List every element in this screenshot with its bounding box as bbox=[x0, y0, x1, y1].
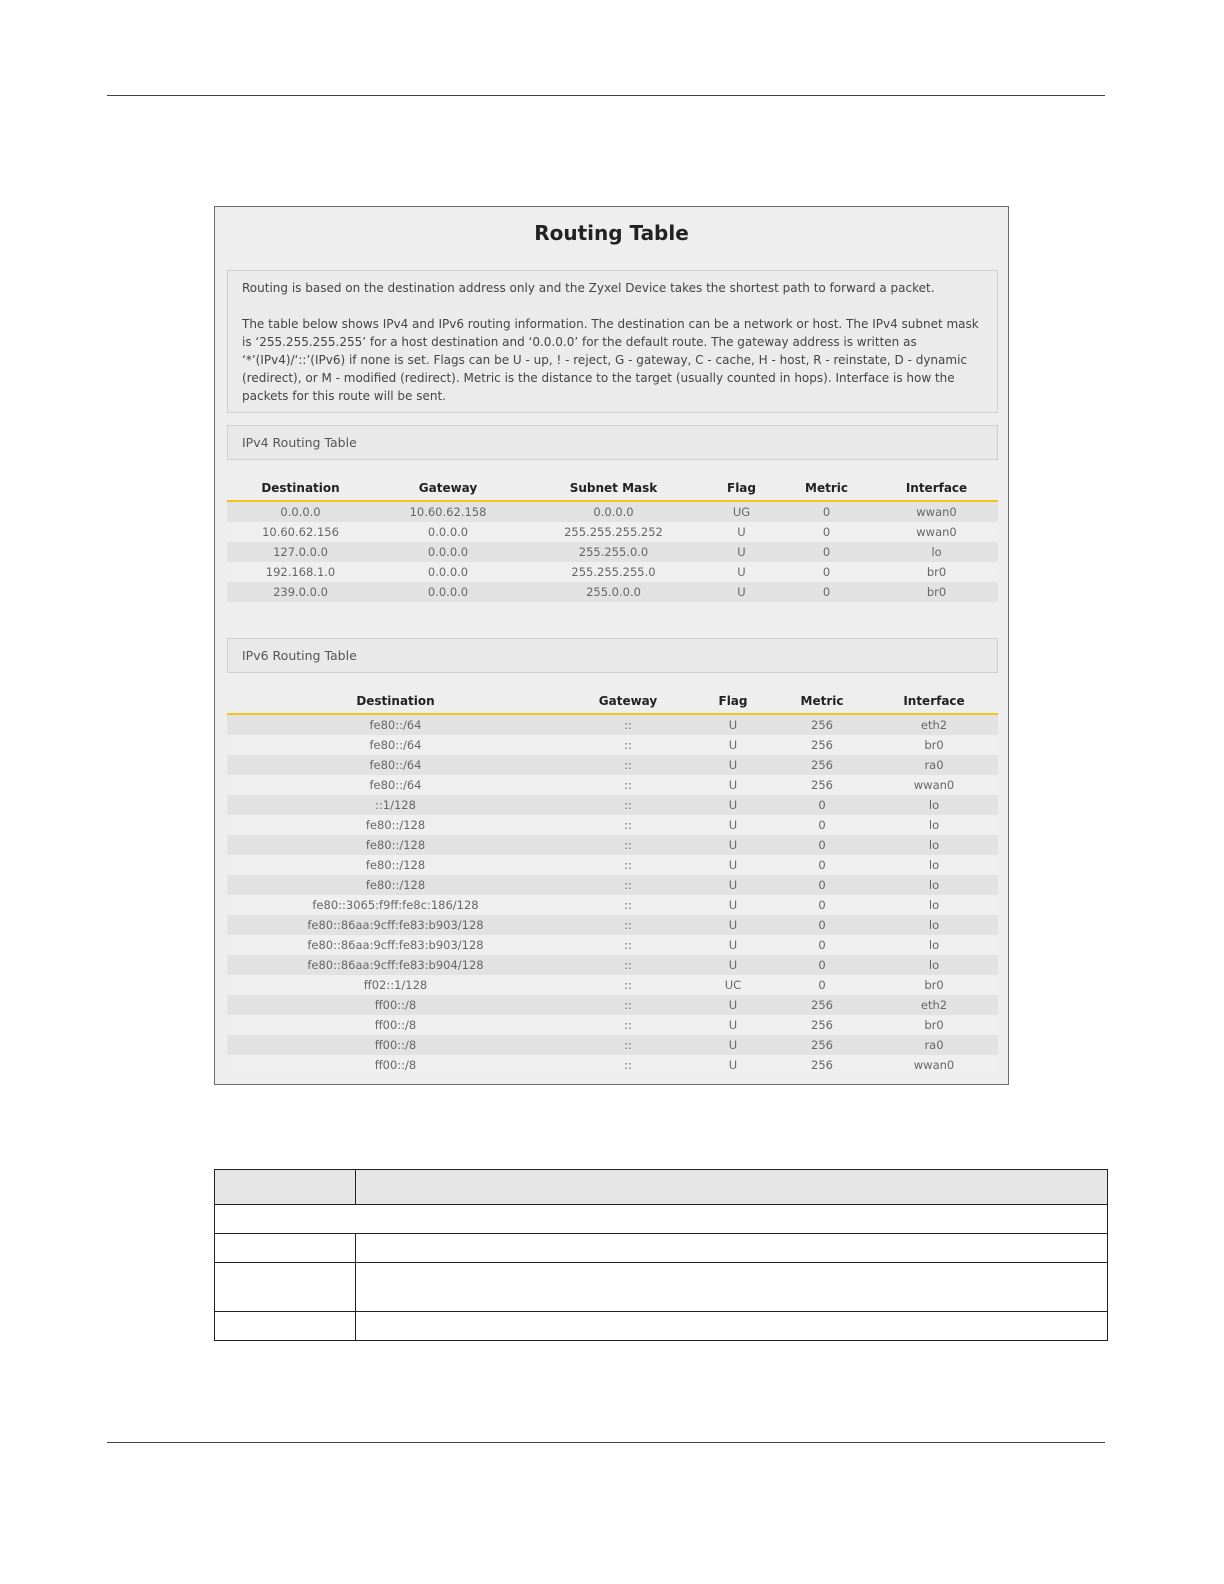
table-row bbox=[227, 815, 998, 835]
cell-flag: U bbox=[692, 895, 774, 915]
cell-interface: lo bbox=[870, 815, 998, 835]
cell-metric: 256 bbox=[774, 755, 870, 775]
cell-metric: 0 bbox=[774, 935, 870, 955]
cell-gateway: 0.0.0.0 bbox=[374, 582, 522, 602]
desc-text-cell bbox=[356, 1312, 1108, 1341]
cell-destination: fe80::3065:f9ff:fe8c:186/128 bbox=[227, 895, 564, 915]
cell-flag: U bbox=[692, 1015, 774, 1035]
table-row bbox=[227, 955, 998, 975]
cell-destination: ff00::/8 bbox=[227, 1035, 564, 1055]
ipv4-routing-table bbox=[227, 475, 998, 602]
description-line-2: The table below shows IPv4 and IPv6 routing information. The destination can be a network or host. The IPv4 subnet mask is ‘255.255.255.255’ for a host destination and ‘0.0.0.0’ for the default route. The gateway address is written as ‘*’(IPv4)/‘::’(IPv6) if none is set. Flags can be U - up, ! - reject, G - gateway, C - cache, H - host, R - reinstate, D - dynamic (redirect), or M - modified (redirect). Metric is the distance to the target (usually counted in hops). Interface is how the packets for this route will be sent. bbox=[242, 317, 979, 403]
cell-interface: ra0 bbox=[870, 1035, 998, 1055]
cell-gateway: :: bbox=[564, 935, 692, 955]
cell-destination: fe80::/128 bbox=[227, 835, 564, 855]
cell-interface: wwan0 bbox=[875, 522, 998, 542]
cell-flag: U bbox=[692, 795, 774, 815]
desc-header-label-cell bbox=[215, 1170, 356, 1205]
table-row bbox=[227, 542, 998, 562]
cell-flag: U bbox=[692, 755, 774, 775]
col-header-gateway: Gateway bbox=[564, 688, 692, 714]
cell-interface: br0 bbox=[870, 1015, 998, 1035]
cell-metric: 0 bbox=[778, 542, 875, 562]
col-header-gateway: Gateway bbox=[374, 475, 522, 501]
cell-destination: fe80::86aa:9cff:fe83:b904/128 bbox=[227, 955, 564, 975]
cell-gateway: :: bbox=[564, 835, 692, 855]
cell-metric: 256 bbox=[774, 1015, 870, 1035]
table-row bbox=[227, 1015, 998, 1035]
cell-flag: U bbox=[705, 562, 778, 582]
table-row bbox=[227, 835, 998, 855]
ipv6-section-header: IPv6 Routing Table bbox=[227, 638, 998, 673]
cell-gateway: :: bbox=[564, 1015, 692, 1035]
cell-interface: lo bbox=[870, 955, 998, 975]
cell-interface: eth2 bbox=[870, 995, 998, 1015]
cell-flag: U bbox=[692, 1055, 774, 1075]
col-header-interface: Interface bbox=[870, 688, 998, 714]
cell-gateway: :: bbox=[564, 714, 692, 735]
page-title: Routing Table bbox=[534, 221, 689, 245]
page-footer-rule bbox=[107, 1442, 1105, 1443]
cell-destination: ::1/128 bbox=[227, 795, 564, 815]
cell-flag: U bbox=[692, 835, 774, 855]
cell-destination: ff02::1/128 bbox=[227, 975, 564, 995]
cell-subnet-mask: 0.0.0.0 bbox=[522, 501, 705, 522]
cell-gateway: :: bbox=[564, 875, 692, 895]
desc-label-cell bbox=[215, 1312, 356, 1341]
cell-destination: fe80::/64 bbox=[227, 755, 564, 775]
page-header-rule bbox=[107, 95, 1105, 96]
desc-text-cell bbox=[356, 1234, 1108, 1263]
desc-text-cell bbox=[356, 1263, 1108, 1312]
cell-metric: 0 bbox=[774, 795, 870, 815]
cell-interface: lo bbox=[870, 795, 998, 815]
cell-flag: U bbox=[692, 714, 774, 735]
cell-destination: 192.168.1.0 bbox=[227, 562, 374, 582]
cell-gateway: :: bbox=[564, 1035, 692, 1055]
cell-flag: UC bbox=[692, 975, 774, 995]
cell-interface: lo bbox=[870, 915, 998, 935]
cell-metric: 0 bbox=[778, 522, 875, 542]
cell-metric: 256 bbox=[774, 714, 870, 735]
cell-interface: lo bbox=[870, 875, 998, 895]
col-header-metric: Metric bbox=[774, 688, 870, 714]
cell-flag: U bbox=[692, 815, 774, 835]
col-header-flag: Flag bbox=[692, 688, 774, 714]
cell-flag: U bbox=[692, 735, 774, 755]
cell-flag: U bbox=[692, 875, 774, 895]
table-row bbox=[227, 915, 998, 935]
cell-flag: UG bbox=[705, 501, 778, 522]
ipv6-routing-table bbox=[227, 688, 998, 1075]
cell-metric: 0 bbox=[778, 582, 875, 602]
cell-gateway: 0.0.0.0 bbox=[374, 562, 522, 582]
cell-interface: wwan0 bbox=[870, 775, 998, 795]
cell-flag: U bbox=[705, 542, 778, 562]
table-row bbox=[227, 935, 998, 955]
cell-metric: 0 bbox=[778, 501, 875, 522]
cell-gateway: :: bbox=[564, 955, 692, 975]
cell-interface: br0 bbox=[875, 582, 998, 602]
cell-destination: fe80::86aa:9cff:fe83:b903/128 bbox=[227, 915, 564, 935]
cell-flag: U bbox=[705, 582, 778, 602]
cell-metric: 0 bbox=[778, 562, 875, 582]
cell-flag: U bbox=[692, 915, 774, 935]
cell-destination: 127.0.0.0 bbox=[227, 542, 374, 562]
table-row bbox=[227, 795, 998, 815]
table-row bbox=[227, 522, 998, 542]
cell-destination: fe80::/128 bbox=[227, 875, 564, 895]
col-header-subnet-mask: Subnet Mask bbox=[522, 475, 705, 501]
table-row bbox=[227, 562, 998, 582]
cell-gateway: :: bbox=[564, 895, 692, 915]
cell-interface: lo bbox=[870, 835, 998, 855]
cell-interface: wwan0 bbox=[875, 501, 998, 522]
cell-destination: fe80::/128 bbox=[227, 815, 564, 835]
cell-destination: ff00::/8 bbox=[227, 1055, 564, 1075]
cell-subnet-mask: 255.255.255.0 bbox=[522, 562, 705, 582]
cell-gateway: :: bbox=[564, 1055, 692, 1075]
cell-interface: br0 bbox=[870, 735, 998, 755]
table-row bbox=[227, 875, 998, 895]
cell-metric: 0 bbox=[774, 895, 870, 915]
table-row bbox=[227, 975, 998, 995]
table-row bbox=[227, 1035, 998, 1055]
description-box bbox=[227, 270, 998, 413]
cell-subnet-mask: 255.255.255.252 bbox=[522, 522, 705, 542]
desc-label-cell bbox=[215, 1263, 356, 1312]
cell-gateway: :: bbox=[564, 815, 692, 835]
cell-flag: U bbox=[692, 995, 774, 1015]
col-header-interface: Interface bbox=[875, 475, 998, 501]
cell-metric: 256 bbox=[774, 735, 870, 755]
desc-section-row bbox=[215, 1205, 1108, 1234]
cell-interface: lo bbox=[870, 895, 998, 915]
cell-gateway: 10.60.62.158 bbox=[374, 501, 522, 522]
col-header-destination: Destination bbox=[227, 475, 374, 501]
cell-destination: fe80::/64 bbox=[227, 775, 564, 795]
table-row bbox=[227, 775, 998, 795]
cell-metric: 0 bbox=[774, 955, 870, 975]
table-row bbox=[227, 714, 998, 735]
cell-interface: wwan0 bbox=[870, 1055, 998, 1075]
cell-gateway: 0.0.0.0 bbox=[374, 542, 522, 562]
cell-destination: ff00::/8 bbox=[227, 995, 564, 1015]
col-header-metric: Metric bbox=[778, 475, 875, 501]
cell-gateway: :: bbox=[564, 775, 692, 795]
cell-interface: br0 bbox=[875, 562, 998, 582]
cell-destination: fe80::/64 bbox=[227, 714, 564, 735]
cell-gateway: :: bbox=[564, 975, 692, 995]
cell-destination: fe80::/64 bbox=[227, 735, 564, 755]
cell-flag: U bbox=[692, 855, 774, 875]
cell-metric: 256 bbox=[774, 775, 870, 795]
cell-metric: 0 bbox=[774, 975, 870, 995]
cell-metric: 0 bbox=[774, 855, 870, 875]
cell-metric: 0 bbox=[774, 875, 870, 895]
field-description-table bbox=[214, 1169, 1108, 1341]
cell-destination: ff00::/8 bbox=[227, 1015, 564, 1035]
cell-gateway: :: bbox=[564, 915, 692, 935]
col-header-flag: Flag bbox=[705, 475, 778, 501]
cell-metric: 0 bbox=[774, 815, 870, 835]
cell-destination: fe80::/128 bbox=[227, 855, 564, 875]
cell-metric: 0 bbox=[774, 915, 870, 935]
description-line-1: Routing is based on the destination address only and the Zyxel Device takes the shortest path to forward a packet. bbox=[242, 281, 935, 295]
cell-flag: U bbox=[692, 1035, 774, 1055]
cell-interface: lo bbox=[875, 542, 998, 562]
cell-interface: br0 bbox=[870, 975, 998, 995]
cell-metric: 256 bbox=[774, 995, 870, 1015]
desc-label-cell bbox=[215, 1234, 356, 1263]
table-row bbox=[227, 1055, 998, 1075]
ipv4-section-header: IPv4 Routing Table bbox=[227, 425, 998, 460]
table-row bbox=[227, 855, 998, 875]
cell-flag: U bbox=[705, 522, 778, 542]
cell-flag: U bbox=[692, 935, 774, 955]
table-row bbox=[227, 735, 998, 755]
cell-interface: lo bbox=[870, 855, 998, 875]
table-row bbox=[227, 895, 998, 915]
col-header-destination: Destination bbox=[227, 688, 564, 714]
cell-interface: lo bbox=[870, 935, 998, 955]
cell-subnet-mask: 255.255.0.0 bbox=[522, 542, 705, 562]
table-row bbox=[227, 501, 998, 522]
cell-flag: U bbox=[692, 955, 774, 975]
cell-destination: 239.0.0.0 bbox=[227, 582, 374, 602]
table-row bbox=[227, 582, 998, 602]
cell-gateway: 0.0.0.0 bbox=[374, 522, 522, 542]
cell-gateway: :: bbox=[564, 735, 692, 755]
cell-destination: 0.0.0.0 bbox=[227, 501, 374, 522]
cell-destination: fe80::86aa:9cff:fe83:b903/128 bbox=[227, 935, 564, 955]
table-row bbox=[227, 755, 998, 775]
cell-metric: 0 bbox=[774, 835, 870, 855]
table-row bbox=[227, 995, 998, 1015]
desc-header-description-cell bbox=[356, 1170, 1108, 1205]
cell-subnet-mask: 255.0.0.0 bbox=[522, 582, 705, 602]
cell-destination: 10.60.62.156 bbox=[227, 522, 374, 542]
routing-table-screenshot bbox=[214, 206, 1009, 1085]
cell-interface: eth2 bbox=[870, 714, 998, 735]
cell-flag: U bbox=[692, 775, 774, 795]
cell-metric: 256 bbox=[774, 1035, 870, 1055]
cell-interface: ra0 bbox=[870, 755, 998, 775]
cell-gateway: :: bbox=[564, 755, 692, 775]
cell-gateway: :: bbox=[564, 795, 692, 815]
cell-metric: 256 bbox=[774, 1055, 870, 1075]
cell-gateway: :: bbox=[564, 995, 692, 1015]
cell-gateway: :: bbox=[564, 855, 692, 875]
